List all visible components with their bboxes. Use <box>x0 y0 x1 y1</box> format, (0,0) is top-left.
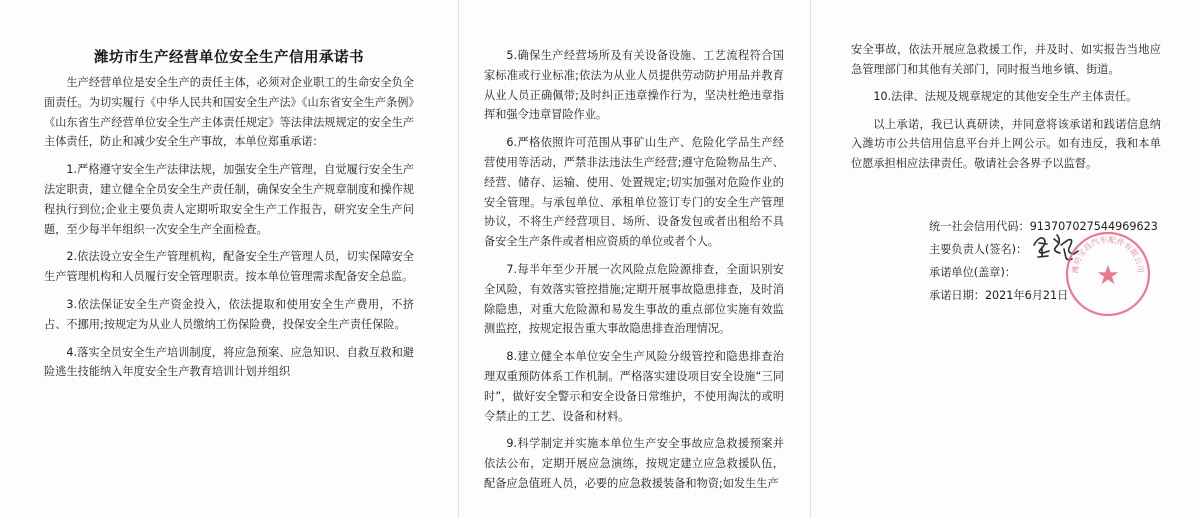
svg-text:潍坊宝昌汽车配件有限公司: 潍坊宝昌汽车配件有限公司 <box>1070 235 1146 274</box>
letter-paragraph: 3.依法保证安全生产资金投入，依法提取和使用安全生产费用，不挤占、不挪用;按规定为从业人员缴纳工伤保险费，投保安全生产责任保险。 <box>44 297 414 331</box>
letter-paragraph: 4.落实全员安全生产培训制度，将应急预案、应急知识、自救互救和避险逃生技能纳入年度安全生产教育培训计划并组织 <box>44 345 414 379</box>
letter-paragraph-continued: 安全事故，依法开展应急救援工作，并及时、如实报告当地应急管理部门和其他有关部门，同时报当地乡镇、街道。 <box>851 43 1161 76</box>
letter-paragraph: 5.确保生产经营场所及有关设备设施、工艺流程符合国家标准或行业标准;依法为从业人员提供劳动防护用品并教育从业人员正确佩带;及时纠正违章操作行为，坚决杜绝违章指挥和强令违章冒险作业。 <box>484 49 784 122</box>
principal-signature-label: 主要负责人(签名)： <box>929 243 1028 256</box>
letter-paragraph-pledge: 以上承诺，我已认真研读，并同意将该承诺和践诺信息纳入潍坊市公共信用信息平台并上网公示。如有违反，我和本单位愿承担相应法律责任。敬请社会各界予以监督。 <box>851 117 1161 170</box>
letter-paragraph-intro: 生产经营单位是安全生产的责任主体，必须对企业职工的生命安全负全面责任。为切实履行《中华人民共和国安全生产法》《山东省安全生产条例》《山东省生产经营单位安全生产主体责任规定》等法律法规规定的安全生产主体责任，防止和减少安全生产事故，本单位郑重承诺： <box>44 76 414 149</box>
letter-paragraph: 10.法律、法规及规章规定的其他安全生产主体责任。 <box>873 90 1138 103</box>
unit-seal-label: 承诺单位(盖章)： <box>929 266 1017 279</box>
letter-column-middle <box>484 46 784 502</box>
letter-paragraph: 1.严格遵守安全生产法律法规，加强安全生产管理，自觉履行安全生产法定职责，建立健全全员安全生产责任制，确保安全生产规章制度和操作规程执行到位;企业主要负责人定期听取安全生产工作报告，研究安全生产问题，至少每半年组织一次安全生产全面检查。 <box>44 163 414 236</box>
letter-paragraph: 8.建立健全本单位安全生产风险分级管控和隐患排查治理双重预防体系工作机制。严格落实建设项目安全设施“三同时”，做好安全警示和安全设备日常维护，不使用淘汰的或明令禁止的工艺、设备和材料。 <box>484 350 784 423</box>
commitment-date: 承诺日期：2021年6月21日 <box>929 289 1069 302</box>
page-fold-line <box>810 0 811 518</box>
letter-paragraph: 9.科学制定并实施本单位生产安全事故应急救援预案并依法公布，定期开展应急演练，按规定建立应急救援队伍，配备应急值班人员，必要的应急救援装备和物资;如发生生产 <box>484 437 784 490</box>
letter-paragraph: 6.严格依照许可范围从事矿山生产、危险化学品生产经营使用等活动，严禁非法违法生产经营;遵守危险物品生产、经营、储存、运输、使用、处置规定;切实加强对危险作业的安全管理。与承包单位、承租单位签订专门的安全生产管理协议，不将生产经营项目、场所、设备发包或者出租给不具备安全生产条件或者相应资质的单位或者个人。 <box>484 136 784 249</box>
letter-column-left <box>44 46 414 390</box>
letter-paragraph: 7.每半年至少开展一次风险点危险源排查，全面识别安全风险，有效落实管控措施;定期开展事故隐患排查，及时消除隐患，对重大危险源和易发生事故的重点部位实施有效监测监控，按规定报告重大事故隐患排查治理情况。 <box>484 262 784 336</box>
letter-paragraph: 2.依法设立安全生产管理机构，配备安全生产管理人员，切实保障安全生产管理机构和人员履行安全管理职责。按本单位管理需求配备安全总监。 <box>44 250 414 284</box>
credit-code: 统一社会信用代码：913707027544969623 <box>929 220 1158 233</box>
company-seal-stamp <box>1064 230 1152 318</box>
page-fold-line <box>458 0 459 518</box>
letter-column-right <box>851 40 1161 181</box>
letter-title: 潍坊市生产经营单位安全生产信用承诺书 <box>94 50 364 66</box>
